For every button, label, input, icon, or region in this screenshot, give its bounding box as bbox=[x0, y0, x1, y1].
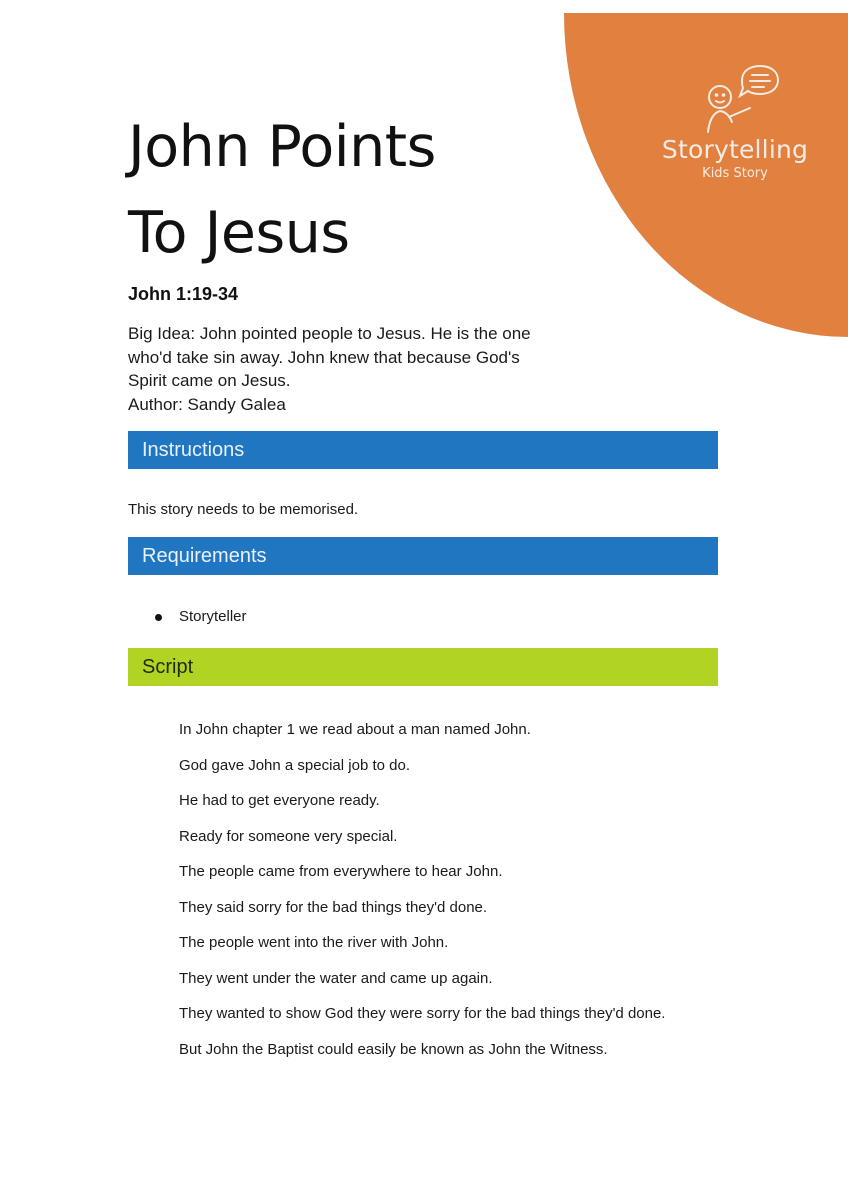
script-line: He had to get everyone ready. bbox=[179, 792, 380, 809]
requirement-item bbox=[128, 607, 247, 627]
big-idea-line-1: Big Idea: John pointed people to Jesus. He is the one bbox=[128, 324, 531, 343]
requirements-list bbox=[128, 607, 247, 627]
requirements-heading: Requirements bbox=[128, 537, 718, 575]
script-heading: Script bbox=[128, 648, 718, 686]
big-idea-line-3: Spirit came on Jesus. bbox=[128, 371, 291, 390]
logo-subtitle: Kids Story bbox=[702, 166, 768, 181]
storytelling-logo bbox=[640, 62, 830, 182]
title-line-1: John Points bbox=[128, 114, 436, 180]
script-line: The people went into the river with John. bbox=[179, 934, 449, 951]
script-line: They said sorry for the bad things they'd done. bbox=[179, 898, 488, 916]
author-line: Author: Sandy Galea bbox=[128, 394, 286, 414]
title-line-2: To Jesus bbox=[128, 200, 350, 266]
scripture-reference: John 1:19-34 bbox=[128, 284, 239, 304]
script-line: God gave John a special job to do. bbox=[179, 756, 410, 774]
requirement-label: Storyteller bbox=[179, 608, 247, 625]
bullet-icon bbox=[155, 614, 162, 621]
script-line: In John chapter 1 we read about a man named John. bbox=[179, 721, 531, 738]
script-line: They went under the water and came up again. bbox=[179, 969, 493, 987]
page-title bbox=[128, 104, 436, 276]
instructions-heading: Instructions bbox=[128, 431, 718, 469]
storyteller-speech-bubble-icon bbox=[690, 62, 780, 134]
script-lines bbox=[179, 720, 665, 1075]
big-idea-paragraph bbox=[128, 322, 568, 416]
big-idea-line-2: who'd take sin away. John knew that because God's bbox=[128, 347, 520, 367]
script-line: But John the Baptist could easily be known as John the Witness. bbox=[179, 1040, 608, 1058]
script-line: They wanted to show God they were sorry for the bad things they'd done. bbox=[179, 1005, 666, 1022]
logo-brand-text: Storytelling bbox=[661, 135, 809, 164]
instructions-text: This story needs to be memorised. bbox=[128, 501, 359, 518]
script-line: Ready for someone very special. bbox=[179, 827, 398, 845]
script-line: The people came from everywhere to hear John. bbox=[179, 863, 503, 880]
